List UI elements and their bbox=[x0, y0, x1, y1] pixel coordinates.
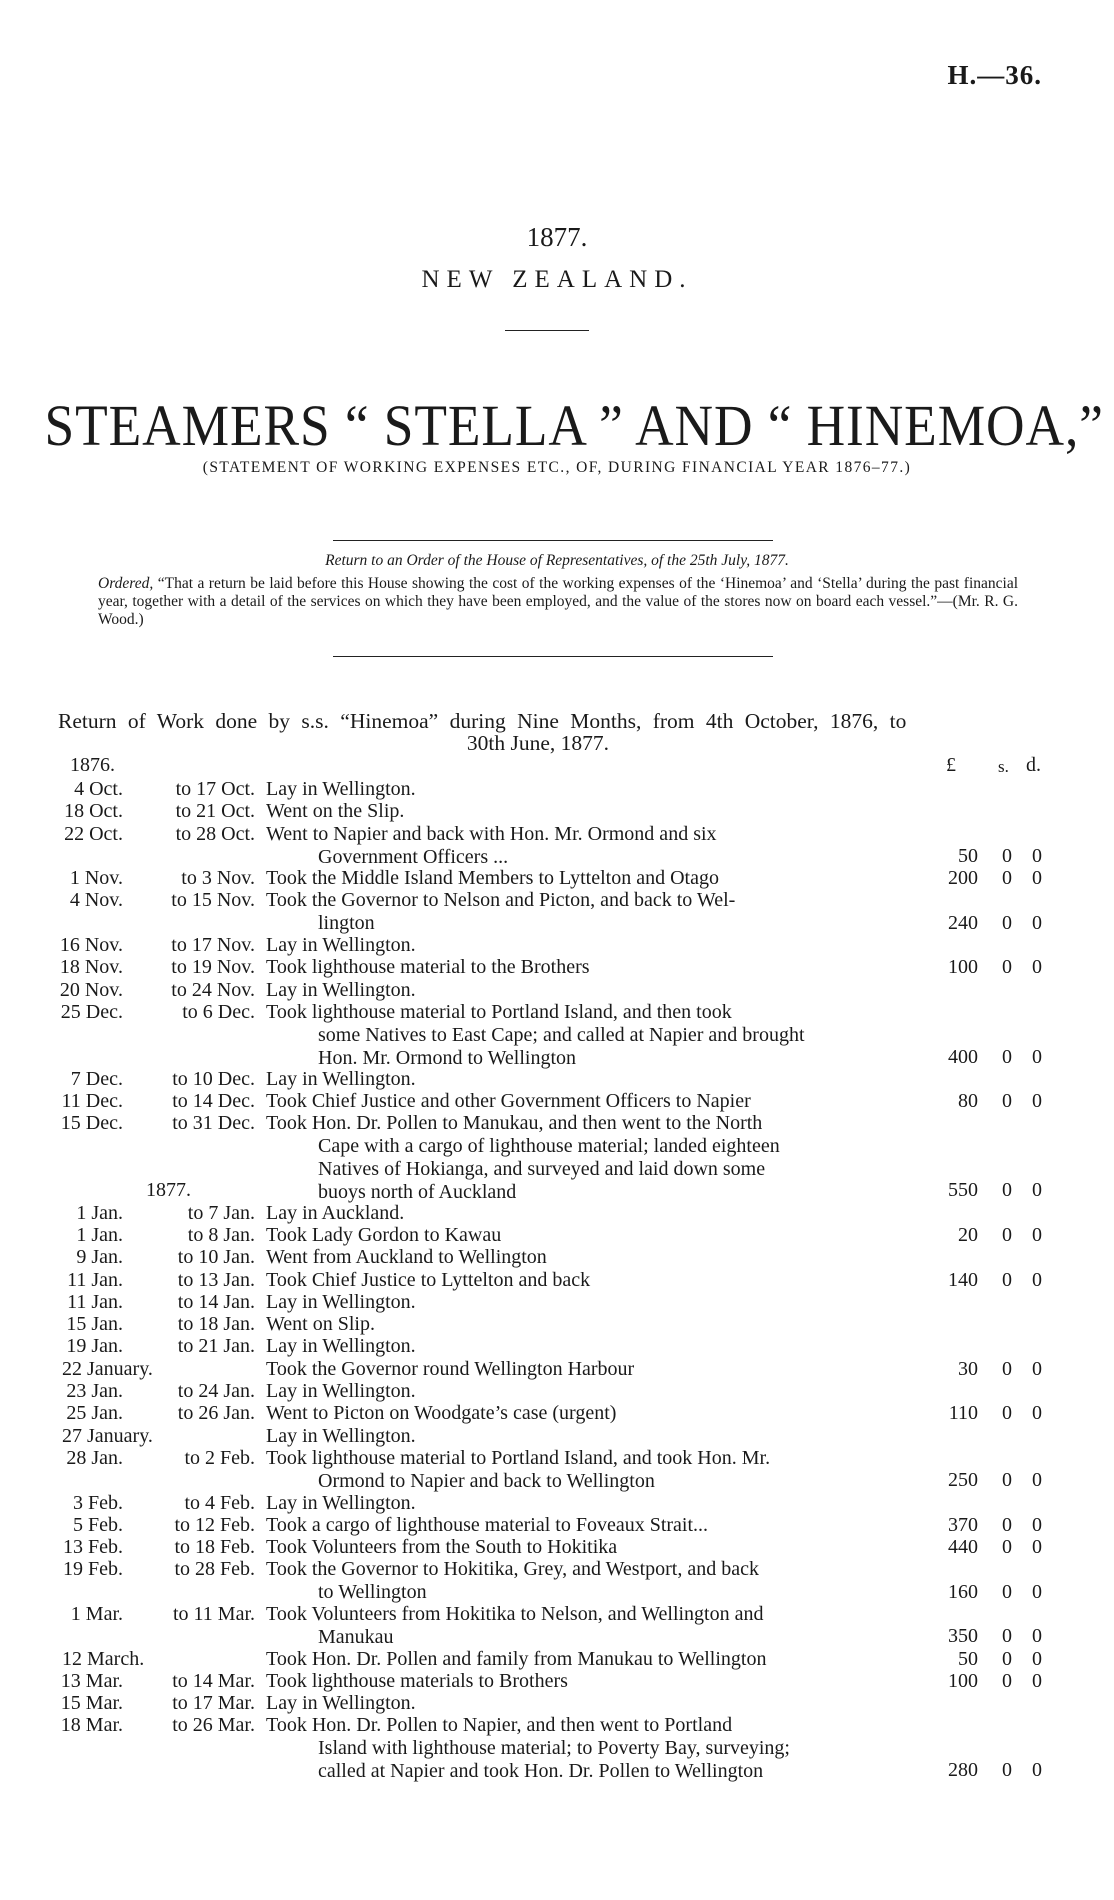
service-description bbox=[266, 1291, 898, 1314]
amount-pounds: 80 bbox=[958, 1090, 978, 1113]
service-description bbox=[266, 1224, 898, 1247]
service-description bbox=[266, 1692, 898, 1715]
amount-pence: 0 bbox=[1032, 911, 1042, 934]
date-from: 27 January. bbox=[62, 1424, 153, 1447]
year-label-1877: 1877. bbox=[146, 1179, 191, 1202]
service-description bbox=[266, 1492, 898, 1515]
date-from: 25 Jan. bbox=[66, 1402, 123, 1425]
description-line: some Natives to East Cape; and called at Napier and brought bbox=[318, 1023, 805, 1046]
date-from: 15 Jan. bbox=[66, 1313, 123, 1336]
table-row bbox=[0, 889, 1114, 934]
date-from: 1 Jan. bbox=[76, 1223, 123, 1246]
description-line: called at Napier and took Hon. Dr. Pollen to Wellington bbox=[318, 1760, 764, 1783]
table-row bbox=[0, 1358, 1114, 1380]
amount-shillings: 0 bbox=[1002, 1090, 1012, 1113]
description-line: Island with lighthouse material; to Poverty Bay, surveying; bbox=[318, 1737, 790, 1760]
amount-pounds: 370 bbox=[948, 1513, 978, 1536]
date-to: to 4 Feb. bbox=[184, 1491, 255, 1514]
divider-bottom bbox=[333, 656, 773, 657]
description-line: Took Volunteers from Hokitika to Nelson, and Wellington and bbox=[266, 1602, 764, 1625]
amount-pounds: 250 bbox=[948, 1469, 978, 1492]
table-row bbox=[0, 823, 1114, 868]
ordered-label: Ordered, bbox=[98, 575, 154, 592]
service-description bbox=[266, 1112, 898, 1204]
amount-pounds: 440 bbox=[948, 1536, 978, 1559]
service-description bbox=[266, 889, 898, 935]
amount-pounds: 30 bbox=[958, 1357, 978, 1380]
description-line: Took lighthouse material to Portland Island, and took Hon. Mr. bbox=[266, 1446, 771, 1469]
amount-pence: 0 bbox=[1032, 1090, 1042, 1113]
amount-pounds: 50 bbox=[958, 1647, 978, 1670]
date-to: to 31 Dec. bbox=[172, 1112, 255, 1135]
date-to: to 13 Jan. bbox=[177, 1268, 255, 1291]
amount-pounds: 160 bbox=[948, 1580, 978, 1603]
description-line: Hon. Mr. Ormond to Wellington bbox=[318, 1046, 577, 1069]
table-row bbox=[0, 800, 1114, 822]
date-to: to 18 Feb. bbox=[174, 1536, 255, 1559]
date-from: 12 March. bbox=[62, 1647, 145, 1670]
description-line: Lay in Wellington. bbox=[266, 1491, 416, 1514]
date-from: 4 Oct. bbox=[74, 778, 123, 800]
service-description bbox=[266, 1358, 898, 1381]
date-to: to 19 Nov. bbox=[171, 956, 255, 979]
amount-pence: 0 bbox=[1032, 1223, 1042, 1246]
amount-pounds: 240 bbox=[948, 911, 978, 934]
amount-pence: 0 bbox=[1032, 1179, 1042, 1202]
service-description bbox=[266, 800, 898, 823]
service-description bbox=[266, 979, 898, 1002]
table-row bbox=[0, 1224, 1114, 1246]
date-to: to 15 Nov. bbox=[171, 889, 255, 912]
service-description bbox=[266, 1558, 898, 1604]
date-to: to 28 Feb. bbox=[174, 1558, 255, 1581]
amount-pence: 0 bbox=[1032, 1268, 1042, 1291]
amount-pence: 0 bbox=[1032, 1759, 1042, 1782]
description-line: Went on Slip. bbox=[266, 1313, 375, 1336]
amount-pence: 0 bbox=[1032, 1357, 1042, 1380]
table-row bbox=[0, 778, 1114, 800]
amount-shillings: 0 bbox=[1002, 1268, 1012, 1291]
amount-shillings: 0 bbox=[1002, 1759, 1012, 1782]
date-from: 25 Dec. bbox=[60, 1000, 123, 1023]
date-from: 23 Jan. bbox=[66, 1380, 123, 1403]
date-to: to 14 Jan. bbox=[177, 1290, 255, 1313]
table-row bbox=[0, 1202, 1114, 1224]
shillings-column-header: s. bbox=[998, 757, 1009, 776]
amount-pounds: 140 bbox=[948, 1268, 978, 1291]
date-from: 11 Jan. bbox=[67, 1290, 123, 1313]
description-line: Took the Governor round Wellington Harbour bbox=[266, 1357, 635, 1380]
description-line: Took Chief Justice to Lyttelton and back bbox=[266, 1268, 591, 1291]
description-line: Took Hon. Dr. Pollen to Napier, and then went to Portland bbox=[266, 1714, 733, 1737]
date-to: to 17 Nov. bbox=[171, 934, 255, 957]
amount-shillings: 0 bbox=[1002, 1469, 1012, 1492]
table-row bbox=[0, 1402, 1114, 1424]
table-row bbox=[0, 1068, 1114, 1090]
service-description bbox=[266, 1090, 898, 1113]
description-line: Lay in Wellington. bbox=[266, 934, 416, 957]
description-line: Lay in Wellington. bbox=[266, 1067, 416, 1090]
service-description bbox=[266, 934, 898, 957]
description-line: Lay in Wellington. bbox=[266, 1290, 416, 1313]
date-from: 20 Nov. bbox=[59, 978, 123, 1001]
amount-pounds: 20 bbox=[958, 1223, 978, 1246]
amount-shillings: 0 bbox=[1002, 1223, 1012, 1246]
amount-pence: 0 bbox=[1032, 1625, 1042, 1648]
table-row bbox=[0, 1291, 1114, 1313]
table-row bbox=[0, 1090, 1114, 1112]
date-from: 13 Mar. bbox=[60, 1669, 123, 1692]
date-to: to 21 Oct. bbox=[175, 800, 255, 823]
amount-pounds: 550 bbox=[948, 1179, 978, 1202]
date-from: 19 Jan. bbox=[66, 1335, 123, 1358]
description-line: Lay in Wellington. bbox=[266, 1424, 416, 1447]
date-from: 13 Feb. bbox=[63, 1536, 123, 1559]
amount-shillings: 0 bbox=[1002, 1580, 1012, 1603]
amount-pence: 0 bbox=[1032, 1669, 1042, 1692]
date-to: to 24 Nov. bbox=[171, 978, 255, 1001]
date-from: 7 Dec. bbox=[70, 1067, 123, 1090]
date-to: to 11 Mar. bbox=[172, 1602, 255, 1625]
date-from: 11 Dec. bbox=[61, 1090, 123, 1113]
description-line: Went to Picton on Woodgate’s case (urgent) bbox=[266, 1402, 617, 1425]
amount-shillings: 0 bbox=[1002, 956, 1012, 979]
amount-shillings: 0 bbox=[1002, 1536, 1012, 1559]
divider-top bbox=[333, 540, 773, 541]
table-row bbox=[0, 1001, 1114, 1068]
table-row bbox=[0, 867, 1114, 889]
amount-shillings: 0 bbox=[1002, 844, 1012, 867]
ordered-paragraph bbox=[98, 575, 1018, 629]
amount-shillings: 0 bbox=[1002, 1045, 1012, 1068]
service-description bbox=[266, 1001, 898, 1070]
service-description bbox=[266, 1536, 898, 1559]
description-line: Went from Auckland to Wellington bbox=[266, 1246, 547, 1269]
service-description bbox=[266, 1514, 898, 1537]
table-row bbox=[0, 1714, 1114, 1781]
date-from: 11 Jan. bbox=[67, 1268, 123, 1291]
description-line: Lay in Wellington. bbox=[266, 778, 416, 800]
table-row bbox=[0, 1514, 1114, 1536]
service-description bbox=[266, 1425, 898, 1448]
amount-shillings: 0 bbox=[1002, 867, 1012, 890]
service-description bbox=[266, 1714, 898, 1783]
return-heading-line1: Return of Work done by s.s. “Hinemoa” during Nine Months, from 4th October, 1876, to bbox=[58, 709, 907, 733]
description-line: Took Chief Justice and other Government Officers to Napier bbox=[266, 1090, 751, 1113]
description-line: Lay in Auckland. bbox=[266, 1201, 405, 1224]
service-description bbox=[266, 1603, 898, 1649]
date-to: to 26 Jan. bbox=[177, 1402, 255, 1425]
amount-pounds: 350 bbox=[948, 1625, 978, 1648]
description-line: Took lighthouse materials to Brothers bbox=[266, 1669, 568, 1692]
year-label-1876: 1876. bbox=[70, 754, 115, 776]
table-row bbox=[0, 1603, 1114, 1648]
date-to: to 3 Nov. bbox=[181, 867, 255, 890]
date-from: 1 Nov. bbox=[69, 867, 123, 890]
service-description bbox=[266, 1380, 898, 1403]
date-to: to 14 Mar. bbox=[172, 1669, 255, 1692]
amount-pence: 0 bbox=[1032, 1580, 1042, 1603]
table-row bbox=[0, 1269, 1114, 1291]
service-description bbox=[266, 1246, 898, 1269]
date-from: 16 Nov. bbox=[59, 934, 123, 957]
date-from: 15 Dec. bbox=[60, 1112, 123, 1135]
date-from: 15 Mar. bbox=[60, 1692, 123, 1715]
country-heading: NEW ZEALAND. bbox=[421, 266, 693, 293]
date-from: 18 Nov. bbox=[59, 956, 123, 979]
date-to: to 28 Oct. bbox=[175, 822, 255, 845]
amount-shillings: 0 bbox=[1002, 1669, 1012, 1692]
amount-pence: 0 bbox=[1032, 1045, 1042, 1068]
table-row bbox=[0, 1670, 1114, 1692]
date-from: 5 Feb. bbox=[73, 1513, 123, 1536]
description-line: Took Hon. Dr. Pollen to Manukau, and then went to the North bbox=[266, 1112, 763, 1135]
description-line: Took Hon. Dr. Pollen and family from Manukau to Wellington bbox=[266, 1647, 767, 1670]
description-line: Went to Napier and back with Hon. Mr. Ormond and six bbox=[266, 822, 717, 845]
date-to: to 17 Mar. bbox=[172, 1692, 255, 1715]
date-from: 1 Jan. bbox=[76, 1201, 123, 1224]
service-description bbox=[266, 1313, 898, 1336]
amount-shillings: 0 bbox=[1002, 911, 1012, 934]
description-line: Took lighthouse material to Portland Island, and then took bbox=[266, 1000, 732, 1023]
date-from: 18 Mar. bbox=[60, 1714, 123, 1737]
document-title: STEAMERS “ STELLA ” AND “ HINEMOA,” bbox=[44, 393, 1104, 458]
amount-pence: 0 bbox=[1032, 844, 1042, 867]
table-row bbox=[0, 1335, 1114, 1357]
amount-pence: 0 bbox=[1032, 1513, 1042, 1536]
date-from: 9 Jan. bbox=[76, 1246, 123, 1269]
description-line: Took lighthouse material to the Brothers bbox=[266, 956, 590, 979]
date-to: to 7 Jan. bbox=[187, 1201, 255, 1224]
date-from: 22 Oct. bbox=[64, 822, 123, 845]
amount-pounds: 200 bbox=[948, 867, 978, 890]
amount-pence: 0 bbox=[1032, 1536, 1042, 1559]
description-line: Lay in Wellington. bbox=[266, 1380, 416, 1403]
description-line: Took Lady Gordon to Kawau bbox=[266, 1223, 502, 1246]
service-description bbox=[266, 1335, 898, 1358]
description-line: Took the Governor to Hokitika, Grey, and Westport, and back bbox=[266, 1558, 759, 1581]
description-line: Manukau bbox=[318, 1625, 394, 1648]
amount-pence: 0 bbox=[1032, 956, 1042, 979]
date-from: 18 Oct. bbox=[64, 800, 123, 823]
amount-shillings: 0 bbox=[1002, 1402, 1012, 1425]
pence-column-header: d. bbox=[1026, 754, 1041, 776]
description-line: Took the Governor to Nelson and Picton, and back to Wel- bbox=[266, 889, 736, 912]
table-row bbox=[0, 1692, 1114, 1714]
amount-pence: 0 bbox=[1032, 867, 1042, 890]
date-to: to 14 Dec. bbox=[172, 1090, 255, 1113]
document-year: 1877. bbox=[526, 222, 588, 252]
amount-pounds: 100 bbox=[948, 956, 978, 979]
date-to: to 6 Dec. bbox=[182, 1000, 255, 1023]
amount-pounds: 400 bbox=[948, 1045, 978, 1068]
table-row bbox=[0, 1558, 1114, 1603]
description-line: Lay in Wellington. bbox=[266, 978, 416, 1001]
description-line: lington bbox=[318, 912, 375, 935]
description-line: Lay in Wellington. bbox=[266, 1692, 416, 1715]
table-row bbox=[0, 1313, 1114, 1335]
date-to: to 21 Jan. bbox=[177, 1335, 255, 1358]
service-description bbox=[266, 1402, 898, 1425]
service-description bbox=[266, 867, 898, 890]
return-heading bbox=[58, 710, 1038, 754]
date-from: 22 January. bbox=[62, 1357, 153, 1380]
date-from: 19 Feb. bbox=[63, 1558, 123, 1581]
date-to: to 12 Feb. bbox=[174, 1513, 255, 1536]
amount-shillings: 0 bbox=[1002, 1513, 1012, 1536]
description-line: Took a cargo of lighthouse material to Foveaux Strait... bbox=[266, 1513, 709, 1536]
date-to: to 18 Jan. bbox=[177, 1313, 255, 1336]
service-description bbox=[266, 1068, 898, 1091]
date-from: 3 Feb. bbox=[73, 1491, 123, 1514]
table-row bbox=[0, 979, 1114, 1001]
service-description bbox=[266, 1202, 898, 1225]
service-description bbox=[266, 956, 898, 979]
date-to: to 26 Mar. bbox=[172, 1714, 255, 1737]
return-order-line: Return to an Order of the House of Representatives, of the 25th July, 1877. bbox=[325, 552, 789, 569]
return-table bbox=[0, 778, 1114, 1781]
amount-pence: 0 bbox=[1032, 1469, 1042, 1492]
service-description bbox=[266, 1670, 898, 1693]
service-description bbox=[266, 1648, 898, 1671]
date-to: to 17 Oct. bbox=[175, 778, 255, 800]
table-row bbox=[0, 1447, 1114, 1492]
description-line: Took the Middle Island Members to Lyttelton and Otago bbox=[266, 867, 719, 890]
date-from: 4 Nov. bbox=[69, 889, 123, 912]
divider-short bbox=[505, 330, 589, 331]
description-line: Went on the Slip. bbox=[266, 800, 405, 823]
amount-pounds: 110 bbox=[948, 1402, 978, 1425]
pounds-column-header: £ bbox=[946, 754, 956, 776]
date-from: 1 Mar. bbox=[70, 1602, 123, 1625]
table-row bbox=[0, 1648, 1114, 1670]
service-description bbox=[266, 1269, 898, 1292]
description-line: Took Volunteers from the South to Hokitika bbox=[266, 1536, 618, 1559]
amount-shillings: 0 bbox=[1002, 1647, 1012, 1670]
table-row bbox=[0, 1425, 1114, 1447]
date-to: to 8 Jan. bbox=[187, 1223, 255, 1246]
description-line: Ormond to Napier and back to Wellington bbox=[318, 1469, 655, 1492]
service-description bbox=[266, 823, 898, 869]
description-line: Government Officers ... bbox=[318, 845, 509, 868]
amount-pence: 0 bbox=[1032, 1647, 1042, 1670]
date-to: to 10 Jan. bbox=[177, 1246, 255, 1269]
table-row bbox=[0, 956, 1114, 978]
return-heading-line2: 30th June, 1877. bbox=[466, 731, 610, 755]
date-from: 28 Jan. bbox=[66, 1446, 123, 1469]
amount-shillings: 0 bbox=[1002, 1625, 1012, 1648]
description-line: Lay in Wellington. bbox=[266, 1335, 416, 1358]
amount-shillings: 0 bbox=[1002, 1357, 1012, 1380]
amount-pounds: 100 bbox=[948, 1669, 978, 1692]
table-row bbox=[0, 1246, 1114, 1268]
amount-pence: 0 bbox=[1032, 1402, 1042, 1425]
table-row bbox=[0, 934, 1114, 956]
description-line: Cape with a cargo of lighthouse material; landed eighteen bbox=[318, 1135, 780, 1158]
description-line: buoys north of Auckland bbox=[318, 1181, 517, 1204]
document-reference: H.—36. bbox=[947, 60, 1042, 90]
amount-pounds: 280 bbox=[948, 1759, 978, 1782]
date-to: to 24 Jan. bbox=[177, 1380, 255, 1403]
table-row bbox=[0, 1536, 1114, 1558]
amount-shillings: 0 bbox=[1002, 1179, 1012, 1202]
date-to: to 2 Feb. bbox=[184, 1446, 255, 1469]
description-line: to Wellington bbox=[318, 1581, 427, 1604]
ordered-text: “That a return be laid before this House showing the cost of the working expenses of the ‘Hinemoa’ and ‘Stella’ during the past financial year, together with a detail of the services on which they have been employed, and the value of the stores now on board each vessel.”—(Mr. R. G. Wood.) bbox=[98, 575, 1019, 628]
document-subtitle: (STATEMENT OF WORKING EXPENSES ETC., OF, DURING FINANCIAL YEAR 1876–77.) bbox=[202, 459, 912, 476]
table-row bbox=[0, 1380, 1114, 1402]
table-row bbox=[0, 1492, 1114, 1514]
service-description bbox=[266, 1447, 898, 1493]
description-line: Natives of Hokianga, and surveyed and laid down some bbox=[318, 1158, 766, 1181]
date-to: to 10 Dec. bbox=[172, 1067, 255, 1090]
amount-pounds: 50 bbox=[958, 844, 978, 867]
service-description bbox=[266, 778, 898, 801]
